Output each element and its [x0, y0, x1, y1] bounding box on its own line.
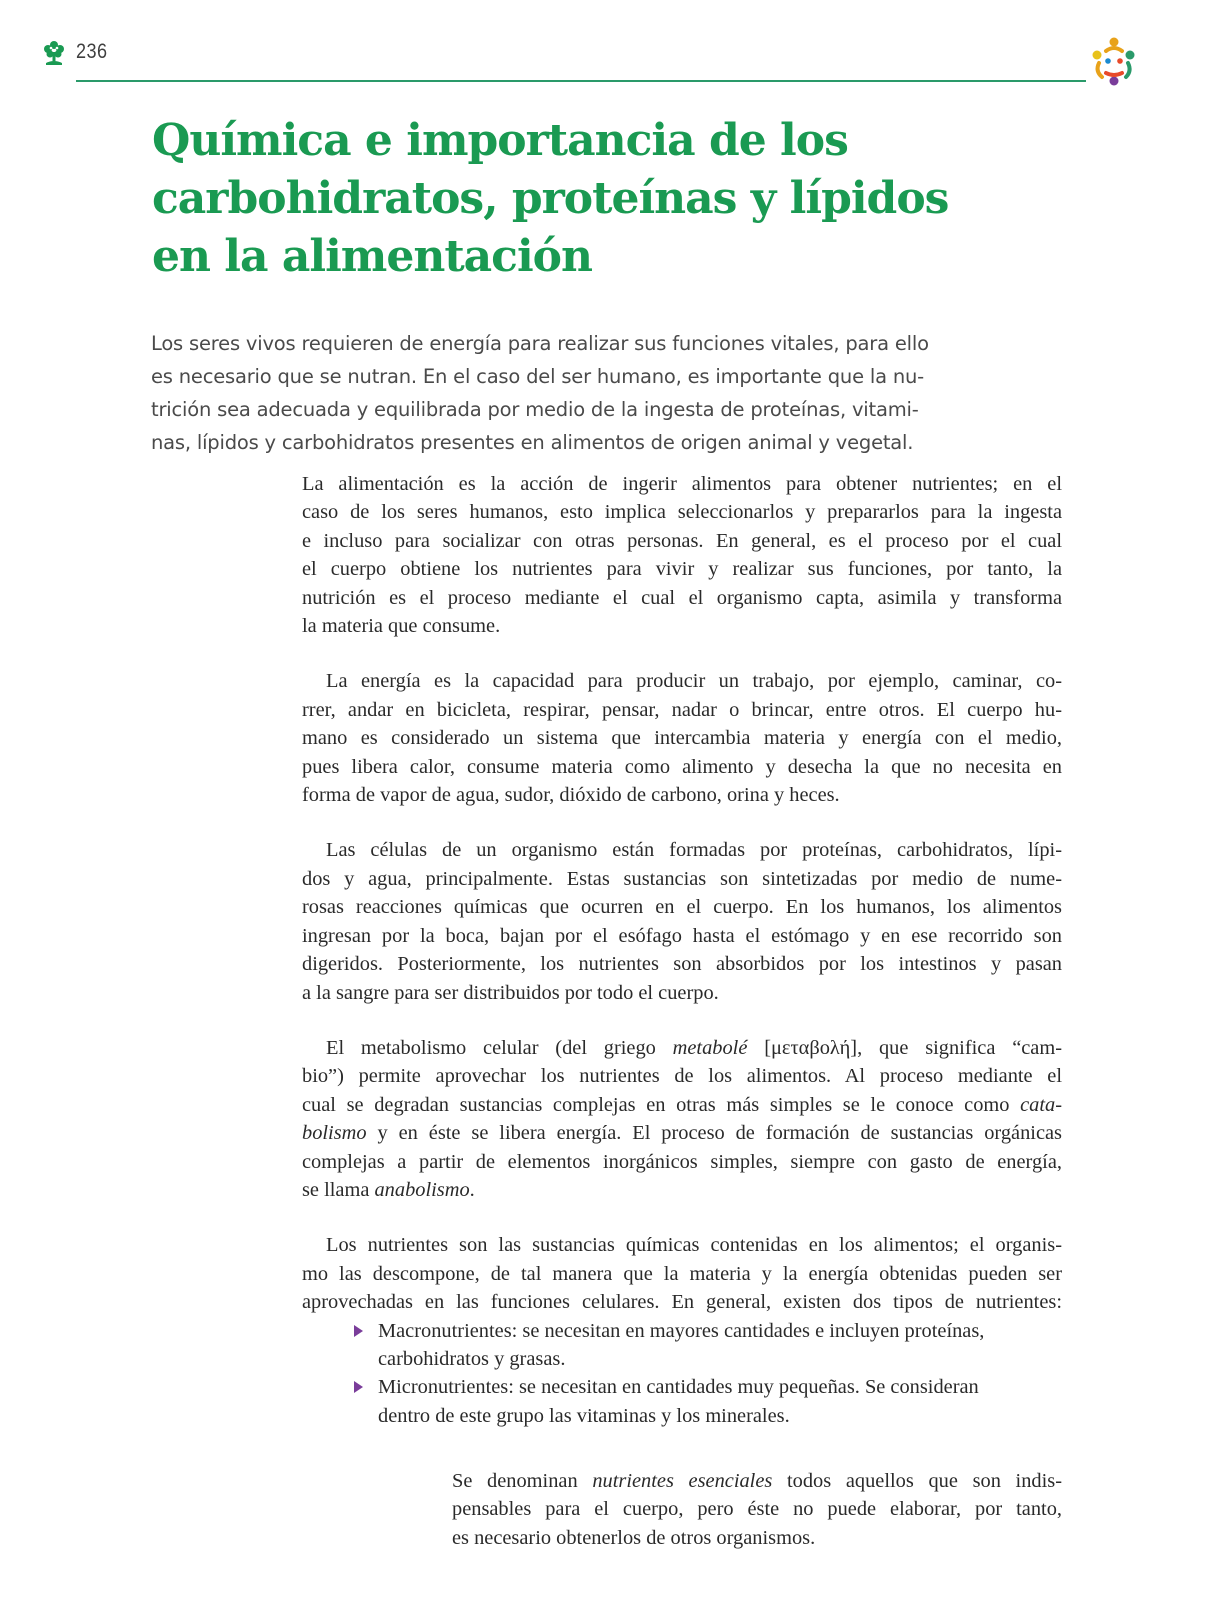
triangle-bullet-icon — [354, 1381, 363, 1393]
italic-term: cata- — [1020, 1093, 1062, 1116]
text-line: forma de vapor de agua, sudor, dióxido de carbono, orina y heces. — [302, 784, 840, 807]
page-title — [152, 112, 1032, 286]
text-line: aprovechadas en las funciones celulares. En general, existen dos tipos de nutrientes: — [302, 1291, 1062, 1314]
paragraph-alimentacion — [302, 470, 1062, 640]
text-line: Los nutrientes son las sustancias químicas contenidas en los alimentos; el organis- — [326, 1234, 1062, 1257]
triangle-bullet-icon — [354, 1325, 363, 1337]
list-item — [302, 1317, 1062, 1374]
list-item — [302, 1373, 1062, 1430]
nutrient-types-list — [302, 1317, 1062, 1431]
header-divider — [76, 80, 1086, 82]
title-line: Química e importancia de los — [152, 115, 848, 166]
body-text — [302, 470, 1062, 1430]
text-line: mo las descompone, de tal manera que la materia y la energía obtenidas pueden ser — [302, 1262, 1062, 1285]
title-line: en la alimentación — [152, 231, 593, 282]
paragraph-energia — [302, 667, 1062, 809]
text-line — [302, 1176, 1062, 1204]
text-line — [302, 1091, 1062, 1119]
text-line: La energía es la capacidad para producir un trabajo, por ejemplo, caminar, co- — [326, 670, 1062, 693]
text-line — [452, 1467, 1062, 1495]
text-line: pues libera calor, consume materia como alimento y desecha la que no necesita en — [302, 755, 1062, 778]
text-line: a la sangre para ser distribuidos por todo el cuerpo. — [302, 981, 719, 1004]
text-fragment: El metabolismo celular (del griego — [326, 1036, 673, 1059]
italic-term: anabolismo — [374, 1178, 470, 1201]
text-fragment: todos aquellos que son indis- — [772, 1470, 1062, 1492]
essential-nutrients-note — [452, 1467, 1062, 1552]
paragraph-metabolismo — [302, 1034, 1062, 1204]
text-line: Micronutrientes: se necesitan en cantidades muy pequeñas. Se consideran — [378, 1376, 979, 1399]
text-line: Macronutrientes: se necesitan en mayores cantidades e incluyen proteínas, — [378, 1319, 985, 1342]
text-line: caso de los seres humanos, esto implica seleccionarlos y prepararlos para la ingesta — [302, 501, 1062, 524]
text-line: bio”) permite aprovechar los nutrientes de los alimentos. Al proceso mediante el — [302, 1065, 1062, 1088]
text-line — [302, 1034, 1062, 1062]
text-line: Las células de un organismo están formadas por proteínas, carbohidratos, lípi- — [326, 839, 1062, 862]
text-fragment: Se denominan — [452, 1470, 593, 1492]
text-line: La alimentación es la acción de ingerir alimentos para obtener nutrientes; en el — [302, 473, 1062, 495]
text-line: nutrición es el proceso mediante el cual el organismo capta, asimila y transforma — [302, 586, 1062, 609]
text-line: rosas reacciones químicas que ocurren en el cuerpo. En los humanos, los alimentos — [302, 896, 1062, 919]
text-fragment: se llama — [302, 1178, 375, 1201]
text-line: es necesario obtenerlos de otros organismos. — [452, 1526, 816, 1549]
text-line: la materia que consume. — [302, 615, 501, 638]
page-number: 236 — [76, 40, 108, 63]
intro-line: nas, lípidos y carbohidratos presentes en alimentos de origen animal y vegetal. — [151, 431, 914, 454]
italic-term: bolismo — [302, 1122, 367, 1145]
text-line — [302, 1119, 1062, 1147]
text-line: rrer, andar en bicicleta, respirar, pensar, nadar o brincar, entre otros. El cuerpo hu- — [302, 698, 1062, 721]
text-line: digeridos. Posteriormente, los nutrientes son absorbidos por los intestinos y pasan — [302, 953, 1062, 976]
paragraph-celulas — [302, 836, 1062, 1006]
paragraph-nutrientes — [302, 1231, 1062, 1316]
intro-line: trición sea adecuada y equilibrada por medio de la ingesta de proteínas, vitami- — [151, 398, 919, 421]
people-circle-logo-icon — [1086, 33, 1142, 89]
intro-line: es necesario que se nutran. En el caso del ser humano, es importante que la nu- — [151, 365, 924, 388]
intro-line: Los seres vivos requieren de energía para realizar sus funciones vitales, para ello — [151, 332, 929, 355]
text-fragment: . — [469, 1178, 475, 1201]
text-line: mano es considerado un sistema que intercambia materia y energía con el medio, — [302, 727, 1062, 750]
text-line: el cuerpo obtiene los nutrientes para vivir y realizar sus funciones, por tanto, la — [302, 558, 1062, 581]
text-line: carbohidratos y grasas. — [378, 1347, 566, 1370]
text-fragment: [μεταβολή], que significa “cam- — [747, 1036, 1062, 1059]
text-line: dentro de este grupo las vitaminas y los minerales. — [378, 1404, 790, 1427]
text-line: pensables para el cuerpo, pero éste no puede elaborar, por tanto, — [452, 1498, 1062, 1521]
intro-paragraph — [151, 327, 951, 459]
italic-term: nutrientes esenciales — [592, 1470, 773, 1492]
text-fragment: y en éste se libera energía. El proceso de formación de sustancias orgánicas — [366, 1122, 1062, 1145]
tree-icon — [42, 40, 66, 66]
text-line: ingresan por la boca, bajan por el esófago hasta el estómago y en ese recorrido son — [302, 924, 1062, 947]
text-line: e incluso para socializar con otras personas. En general, es el proceso por el cual — [302, 529, 1062, 552]
text-line: dos y agua, principalmente. Estas sustancias son sintetizadas por medio de nume- — [302, 867, 1062, 890]
title-line: carbohidratos, proteínas y lípidos — [152, 173, 949, 224]
text-fragment: cual se degradan sustancias complejas en otras más simples se le conoce como — [302, 1093, 1021, 1116]
text-line: complejas a partir de elementos inorgánicos simples, siempre con gasto de energía, — [302, 1150, 1062, 1173]
italic-term: metabolé — [672, 1036, 748, 1059]
